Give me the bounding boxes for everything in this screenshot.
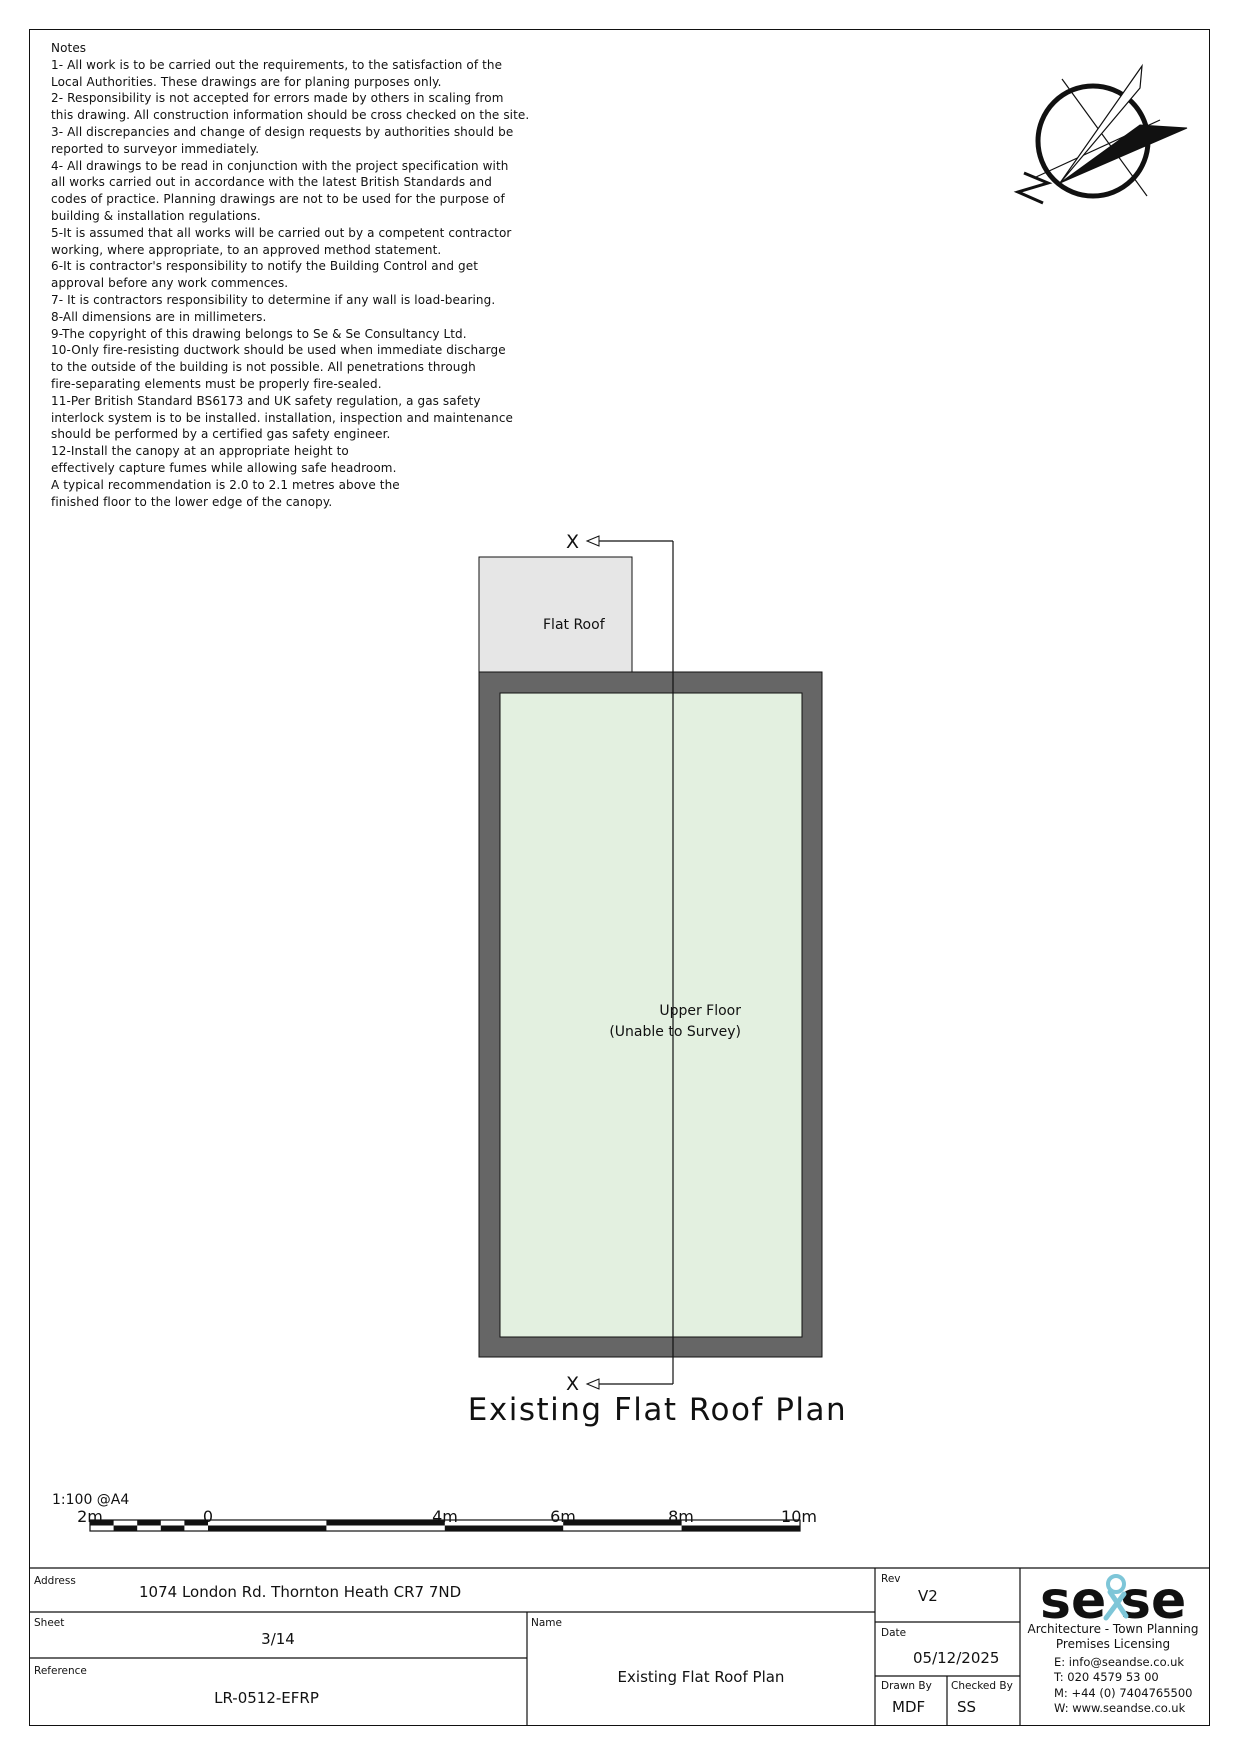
section-arrow-icon	[587, 536, 599, 546]
sheet-value: 3/14	[261, 1630, 295, 1648]
note-line: Local Authorities. These drawings are for planing purposes only.	[51, 74, 442, 89]
note-line: 1- All work is to be carried out the requirements, to the satisfaction of the	[51, 57, 503, 72]
company-logo	[1038, 1570, 1194, 1628]
company-web: W: www.seandse.co.uk	[1054, 1701, 1186, 1715]
scale-label: 8m	[668, 1507, 694, 1526]
note-line: fire-separating elements must be properly fire-sealed.	[51, 376, 382, 391]
company-mobile: M: +44 (0) 7404765500	[1054, 1686, 1193, 1700]
note-line: building & installation regulations.	[51, 208, 261, 223]
scale-label: 6m	[550, 1507, 576, 1526]
note-line: 5-It is assumed that all works will be carried out by a competent contractor	[51, 225, 512, 240]
section-marker-top: X	[566, 531, 580, 553]
name-caption: Name	[531, 1617, 562, 1629]
date-caption: Date	[881, 1627, 907, 1639]
address-value: 1074 London Rd. Thornton Heath CR7 7ND	[139, 1583, 462, 1601]
note-line: codes of practice. Planning drawings are not to be used for the purpose of	[51, 192, 505, 207]
scale-bar-segment	[682, 1526, 800, 1532]
scale-bar-segment	[137, 1520, 161, 1526]
drawn-by-value: MDF	[892, 1698, 926, 1716]
note-line: 12-Install the canopy at an appropriate height to	[51, 444, 349, 459]
address-caption: Address	[34, 1575, 76, 1587]
note-line: A typical recommendation is 2.0 to 2.1 metres above the	[51, 477, 400, 492]
checked-by-caption: Checked By	[951, 1680, 1013, 1692]
rev-value: V2	[918, 1587, 938, 1605]
logo-text-left: se	[1040, 1571, 1107, 1628]
plan-title: Existing Flat Roof Plan	[467, 1392, 848, 1428]
reference-value: LR-0512-EFRP	[214, 1689, 319, 1707]
section-arrow-icon	[587, 1379, 599, 1389]
scale-label: 2m	[77, 1507, 103, 1526]
note-line: 11-Per British Standard BS6173 and UK safety regulation, a gas safety	[51, 393, 481, 408]
notes-heading: Notes	[51, 41, 87, 55]
flat-roof-label: Flat Roof	[543, 617, 605, 633]
company-email: E: info@seandse.co.uk	[1054, 1655, 1185, 1669]
note-line: effectively capture fumes while allowing safe headroom.	[51, 460, 397, 475]
scale-bar-segment	[161, 1526, 185, 1532]
flat-roof-area	[479, 557, 632, 672]
note-line: all works carried out in accordance with the latest British Standards and	[51, 175, 492, 190]
company-tagline-2: Premises Licensing	[1055, 1637, 1171, 1651]
scale-label: 0	[202, 1507, 214, 1526]
logo-ampersand-icon	[1106, 1576, 1126, 1618]
scale-label: 4m	[432, 1507, 458, 1526]
note-line: 10-Only fire-resisting ductwork should be used when immediate discharge	[51, 343, 506, 358]
scale-label: 10m	[781, 1507, 817, 1526]
upper-floor-label: Upper Floor	[659, 1003, 741, 1019]
note-line: 6-It is contractor's responsibility to notify the Building Control and get	[51, 259, 479, 274]
note-line: to the outside of the building is not possible. All penetrations through	[51, 360, 476, 375]
company-tagline-1: Architecture - Town Planning	[1027, 1622, 1199, 1636]
scale-bar-segment	[114, 1526, 138, 1532]
note-line: interlock system is to be installed. installation, inspection and maintenance	[51, 410, 514, 425]
scale-bar-segment	[445, 1526, 563, 1532]
section-marker-bottom: X	[566, 1373, 580, 1395]
note-line: 7- It is contractors responsibility to determine if any wall is load-bearing.	[51, 292, 496, 307]
scale-bar-segment	[208, 1526, 326, 1532]
date-value: 05/12/2025	[913, 1649, 1000, 1667]
note-line: approval before any work commences.	[51, 276, 289, 291]
checked-by-value: SS	[957, 1698, 977, 1716]
scale-bar-segment	[326, 1520, 444, 1526]
reference-caption: Reference	[34, 1665, 87, 1677]
name-value: Existing Flat Roof Plan	[617, 1668, 785, 1686]
note-line: reported to surveyor immediately.	[51, 141, 260, 156]
note-line: this drawing. All construction information should be cross checked on the site.	[51, 108, 530, 123]
note-line: 8-All dimensions are in millimeters.	[51, 309, 267, 324]
note-line: 2- Responsibility is not accepted for errors made by others in scaling from	[51, 91, 504, 106]
rev-caption: Rev	[881, 1573, 901, 1585]
scale-bar-segment	[563, 1520, 681, 1526]
drawn-by-caption: Drawn By	[881, 1680, 932, 1692]
note-line: 3- All discrepancies and change of design requests by authorities should be	[51, 124, 514, 139]
note-line: working, where appropriate, to an approved method statement.	[51, 242, 442, 257]
note-line: should be performed by a certified gas safety engineer.	[51, 427, 391, 442]
north-arrow-icon	[1018, 66, 1187, 203]
scale-ratio: 1:100 @A4	[52, 1492, 130, 1508]
logo-text-right: se	[1120, 1571, 1187, 1628]
sheet-caption: Sheet	[34, 1617, 65, 1629]
note-line: 4- All drawings to be read in conjunction with the project specification with	[51, 158, 509, 173]
company-phone: T: 020 4579 53 00	[1054, 1670, 1159, 1684]
unable-to-survey-label: (Unable to Survey)	[609, 1024, 741, 1040]
note-line: finished floor to the lower edge of the canopy.	[51, 494, 333, 509]
note-line: 9-The copyright of this drawing belongs to Se & Se Consultancy Ltd.	[51, 326, 467, 341]
